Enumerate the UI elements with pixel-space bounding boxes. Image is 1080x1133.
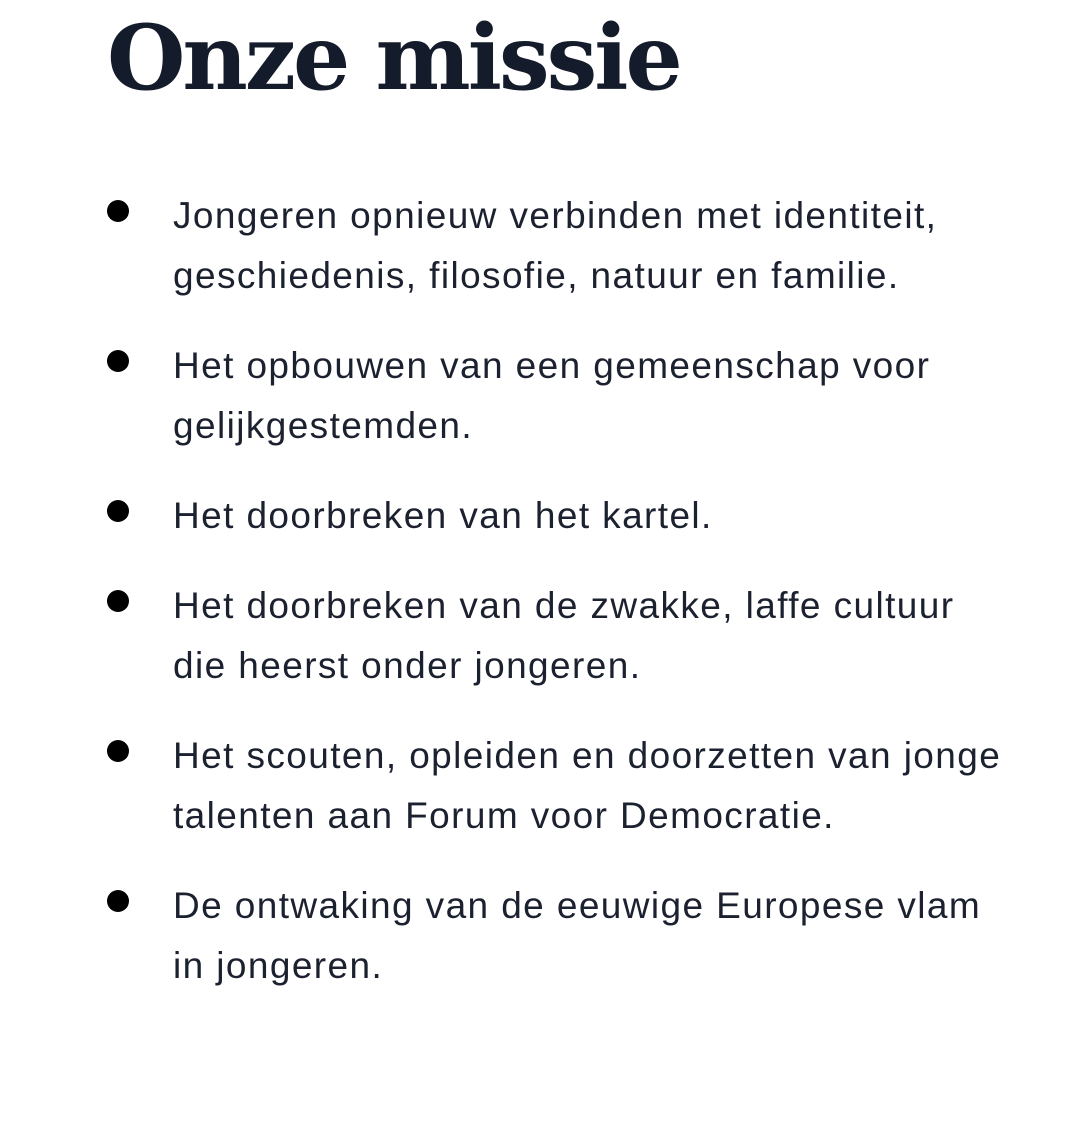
bullet-icon (107, 590, 129, 612)
list-item (107, 576, 1007, 696)
bullet-icon (107, 740, 129, 762)
list-item (107, 876, 1007, 996)
list-item-text: Jongeren opnieuw verbinden met identiteit, geschiedenis, filosofie, natuur en familie. (173, 195, 938, 296)
list-item (107, 486, 1007, 546)
list-item-text: De ontwaking van de eeuwige Europese vlam in jongeren. (173, 885, 982, 986)
list-item (107, 336, 1007, 456)
bullet-icon (107, 350, 129, 372)
list-item-text: Het scouten, opleiden en doorzetten van jonge talenten aan Forum voor Democratie. (173, 735, 1002, 836)
mission-list (107, 186, 1007, 1026)
list-item-text: Het doorbreken van het kartel. (173, 495, 713, 536)
page-title: Onze missie (107, 5, 680, 111)
bullet-icon (107, 500, 129, 522)
list-item-text: Het doorbreken van de zwakke, laffe cultuur die heerst onder jongeren. (173, 585, 955, 686)
list-item-text: Het opbouwen van een gemeenschap voor gelijkgestemden. (173, 345, 931, 446)
bullet-icon (107, 200, 129, 222)
bullet-icon (107, 890, 129, 912)
list-item (107, 726, 1007, 846)
list-item (107, 186, 1007, 306)
